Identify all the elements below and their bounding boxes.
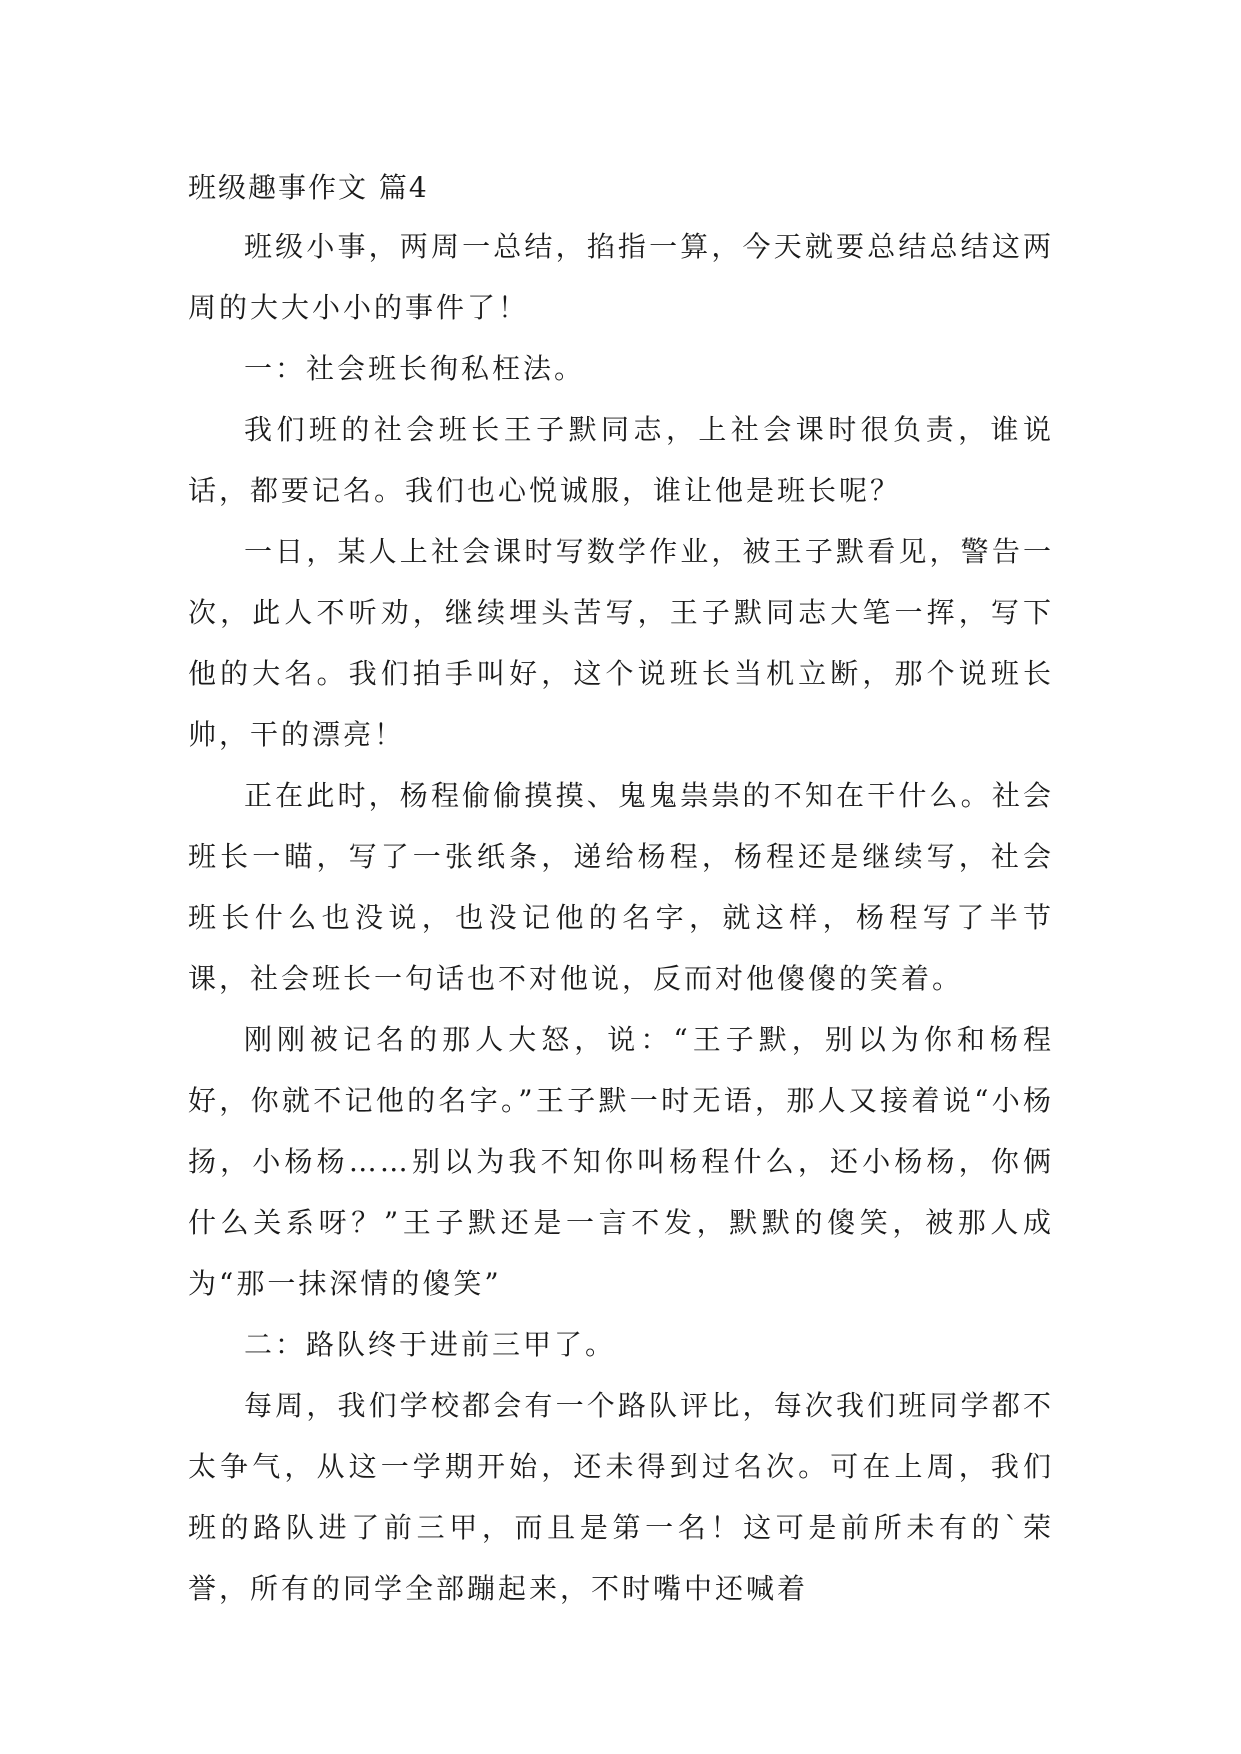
- section-heading-1: 一：社会班长徇私枉法。: [244, 352, 586, 385]
- paragraph-6: 每周，我们学校都会有一个路队评比，每次我们班同学都不太争气，从这一学期开始，还未得到过名次。可在上周，我们班的路队进了前三甲，而且是第一名！这可是前所未有的`荣誉，所有的同学全部蹦起来，不时嘴中还喊着: [188, 1389, 1054, 1605]
- document-title: 班级趣事作文 篇4: [188, 171, 429, 204]
- paragraph-2: 我们班的社会班长王子默同志，上社会课时很负责，谁说话，都要记名。我们也心悦诚服，谁让他是班长呢？: [188, 413, 1054, 507]
- paragraph-1: 班级小事，两周一总结，掐指一算，今天就要总结总结这两周的大大小小的事件了！: [188, 230, 1054, 324]
- document-page: [188, 160, 1054, 1619]
- paragraph-3: 一日，某人上社会课时写数学作业，被王子默看见，警告一次，此人不听劝，继续埋头苦写，王子默同志大笔一挥，写下他的大名。我们拍手叫好，这个说班长当机立断，那个说班长帅，干的漂亮！: [188, 535, 1054, 751]
- paragraph-4: 正在此时，杨程偷偷摸摸、鬼鬼祟祟的不知在干什么。社会班长一瞄，写了一张纸条，递给杨程，杨程还是继续写，社会班长什么也没说，也没记他的名字，就这样，杨程写了半节课，社会班长一句话也不对他说，反而对他傻傻的笑着。: [188, 779, 1054, 995]
- section-heading-2: 二：路队终于进前三甲了。: [244, 1328, 617, 1361]
- paragraph-5: 刚刚被记名的那人大怒，说：“王子默，别以为你和杨程好，你就不记他的名字。”王子默一时无语，那人又接着说“小杨扬，小杨杨……别以为我不知你叫杨程什么，还小杨杨，你俩什么关系呀？”王子默还是一言不发，默默的傻笑，被那人成为“那一抹深情的傻笑”: [188, 1023, 1054, 1300]
